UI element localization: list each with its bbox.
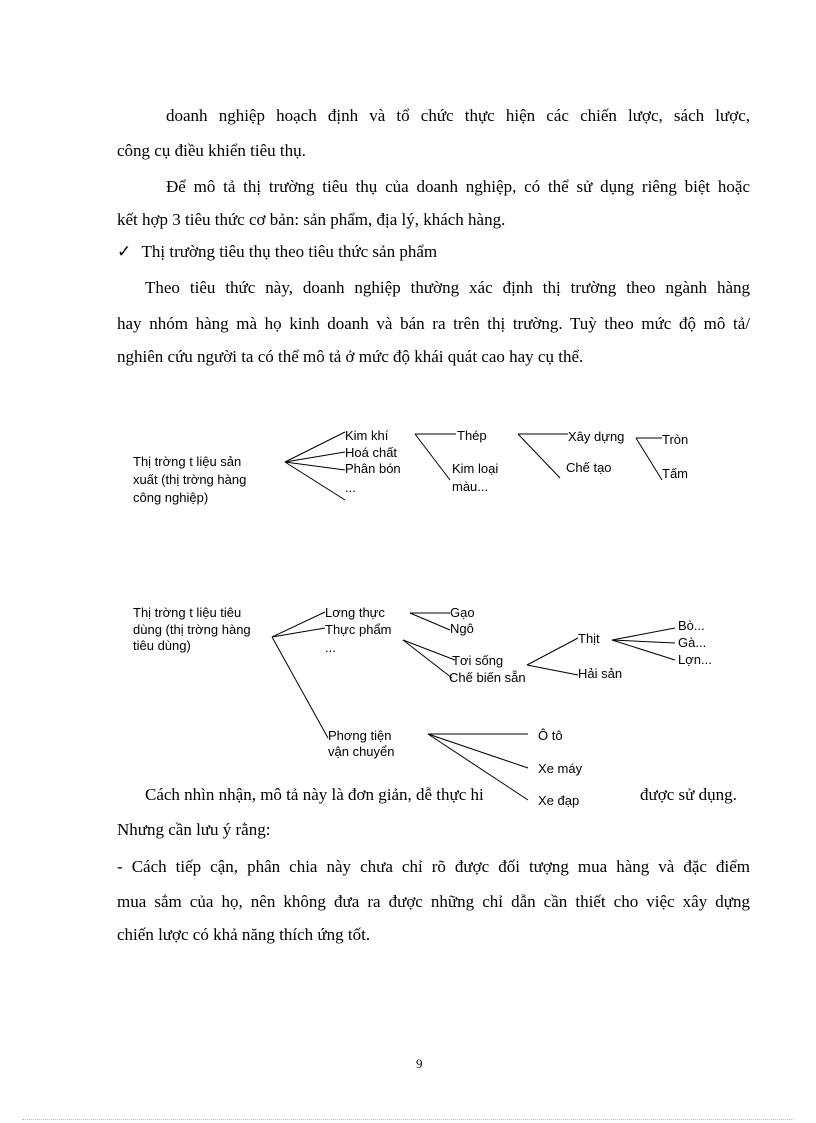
d1-che-tao: Chế tạo bbox=[566, 460, 612, 475]
para3-line-3: nghiên cứu người ta có thể mô tả ở mức độ khái quát cao hay cụ thể. bbox=[117, 347, 584, 366]
d1-xay-dung: Xây dựng bbox=[568, 429, 625, 444]
d2-ga: Gà... bbox=[678, 635, 707, 650]
d2-bo: Bò... bbox=[678, 618, 705, 633]
d2-tuoi-song: Tơi sống bbox=[452, 653, 504, 668]
para4-line-5: chiến lược có khả năng thích ứng tốt. bbox=[117, 925, 371, 944]
d1-root-line3: công nghiệp) bbox=[133, 490, 209, 505]
para4-line-1-end: được sử dụng. bbox=[640, 785, 737, 804]
para4-line-4: mua sắm của họ, nên không đưa ra được những chỉ dẫn cần thiết cho việc xây dựng bbox=[117, 892, 750, 911]
d1-phan-bon: Phân bón bbox=[345, 461, 401, 476]
d1-mau: màu... bbox=[452, 479, 489, 494]
d2-more: ... bbox=[325, 640, 336, 655]
intro-line-1: doanh nghiệp hoạch định và tổ chức thực hiện các chiến lược, sách lược, bbox=[166, 106, 750, 125]
para2-line-2: kết hợp 3 tiêu thức cơ bản: sản phẩm, địa lý, khách hàng. bbox=[117, 210, 506, 229]
para4-line-1-start: Cách nhìn nhận, mô tả này là đơn giản, dễ thực hi bbox=[145, 785, 484, 804]
check-icon: ✓ bbox=[117, 242, 132, 261]
d1-tam: Tấm bbox=[662, 466, 688, 481]
d2-thuc-pham: Thực phẩm bbox=[325, 622, 392, 637]
bullet-heading-text: Thị trường tiêu thụ theo tiêu thức sản phẩm bbox=[141, 242, 438, 261]
diagram1-labels bbox=[133, 428, 688, 505]
para4-line-2: Nhưng cần lưu ý rằng: bbox=[117, 820, 271, 839]
d2-lon: Lợn... bbox=[678, 652, 712, 667]
d2-van-chuyen: vận chuyển bbox=[328, 744, 395, 759]
d1-kim-loai: Kim loại bbox=[452, 461, 499, 476]
d2-root-line2: dùng (thị trờng hàng bbox=[133, 622, 251, 637]
diagram2-labels bbox=[133, 605, 712, 808]
d1-root-line1: Thị trờng t liệu sản bbox=[133, 454, 242, 469]
d2-xe-may: Xe máy bbox=[538, 761, 583, 776]
d2-luong-thuc: Lơng thực bbox=[325, 605, 385, 620]
d1-hoa-chat: Hoá chất bbox=[345, 445, 398, 460]
d2-che-bien-san: Chế biến sẵn bbox=[449, 670, 526, 685]
d2-o-to: Ô tô bbox=[538, 728, 563, 743]
d2-thit: Thịt bbox=[578, 631, 600, 646]
d2-ngo: Ngô bbox=[450, 621, 474, 636]
para3-line-2: hay nhóm hàng mà họ kinh doanh và bán ra trên thị trường. Tuỳ theo mức độ mô tả/ bbox=[117, 314, 750, 333]
footer-rule bbox=[22, 1119, 794, 1120]
d1-more: ... bbox=[345, 480, 356, 495]
d2-gao: Gạo bbox=[450, 605, 475, 620]
d2-hai-san: Hải sản bbox=[578, 666, 623, 681]
d1-kim-khi: Kim khí bbox=[345, 428, 389, 443]
para4-line-3: - Cách tiếp cận, phân chia này chưa chỉ rõ được đối tượng mua hàng và đặc điểm bbox=[117, 857, 750, 876]
page-number: 9 bbox=[416, 1056, 423, 1071]
d2-root-line1: Thị trờng t liệu tiêu bbox=[133, 605, 242, 620]
d1-root-line2: xuất (thị trờng hàng bbox=[133, 472, 247, 487]
intro-line-2: công cụ điều khiển tiêu thụ. bbox=[117, 141, 306, 160]
para3-line-1: Theo tiêu thức này, doanh nghiệp thường xác định thị trường theo ngành hàng bbox=[145, 278, 750, 297]
d2-root-line3: tiêu dùng) bbox=[133, 638, 191, 653]
d2-xe-dap: Xe đạp bbox=[538, 793, 580, 808]
d2-phuong-tien: Phơng tiện bbox=[328, 728, 392, 743]
d1-thep: Thép bbox=[457, 428, 487, 443]
d1-tron: Tròn bbox=[662, 432, 689, 447]
para2-line-1: Để mô tả thị trường tiêu thụ của doanh nghiệp, có thể sử dụng riêng biệt hoặc bbox=[166, 177, 750, 196]
